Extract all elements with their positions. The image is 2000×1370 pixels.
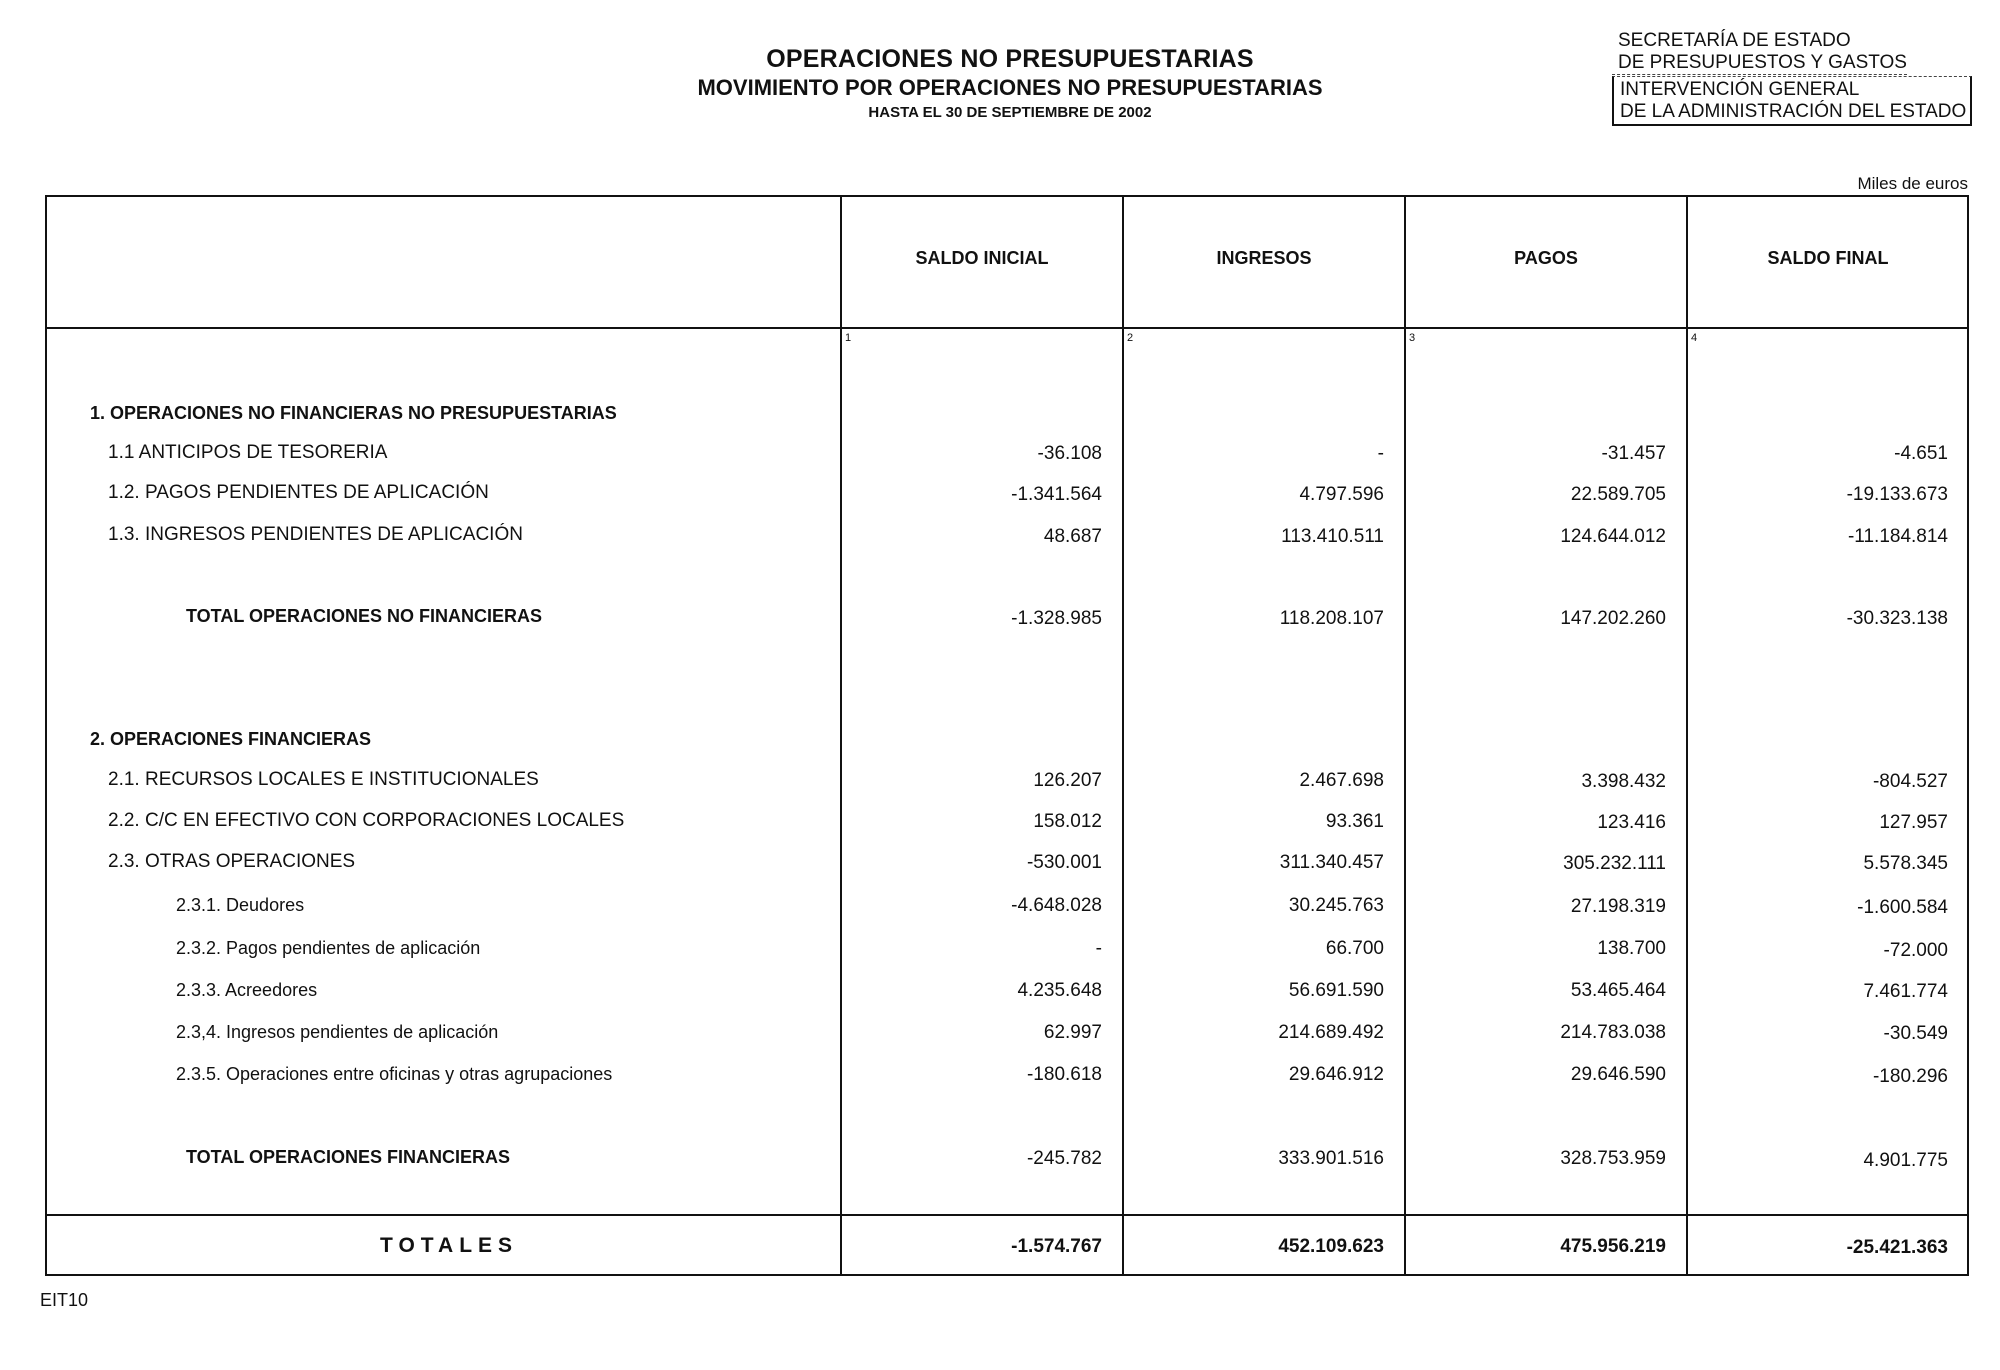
row-label: 1.3. INGRESOS PENDIENTES DE APLICACIÓN — [108, 524, 523, 545]
cell-ingresos: 113.410.511 — [1281, 526, 1384, 547]
cell-saldo-inicial: -245.782 — [1026, 1148, 1102, 1169]
agency-line-4: DE LA ADMINISTRACIÓN DEL ESTADO — [1620, 101, 1967, 122]
col-number: 4 — [1691, 332, 1698, 344]
report-subtitle: MOVIMIENTO POR OPERACIONES NO PRESUPUESTARIAS — [697, 75, 1323, 100]
cell-ingresos: - — [1377, 443, 1384, 464]
cell-ingresos: 29.646.912 — [1288, 1064, 1384, 1085]
cell-pagos: 29.646.590 — [1570, 1064, 1666, 1085]
cell-saldo-inicial: -1.328.985 — [1011, 608, 1102, 629]
total-saldo-final: -25.421.363 — [1846, 1237, 1948, 1258]
cell-ingresos: 214.689.492 — [1278, 1022, 1384, 1043]
cell-saldo-final: -180.296 — [1872, 1066, 1948, 1087]
column-divider — [1404, 195, 1406, 1276]
col-header-saldo-inicial: SALDO INICIAL — [915, 248, 1049, 268]
cell-ingresos: 118.208.107 — [1279, 608, 1384, 629]
row-label: 1.1 ANTICIPOS DE TESORERIA — [108, 442, 388, 463]
row-label: 2.1. RECURSOS LOCALES E INSTITUCIONALES — [108, 769, 539, 790]
cell-ingresos: 333.901.516 — [1278, 1148, 1384, 1169]
row-label: 2.3.1. Deudores — [176, 895, 305, 915]
agency-box — [1612, 76, 1972, 126]
col-header-saldo-final: SALDO FINAL — [1767, 248, 1889, 268]
cell-ingresos: 2.467.698 — [1299, 770, 1384, 791]
cell-pagos: 3.398.432 — [1581, 771, 1666, 792]
totals-divider — [45, 1214, 1969, 1216]
cell-saldo-final: 127.957 — [1879, 812, 1948, 833]
cell-saldo-final: 7.461.774 — [1863, 981, 1948, 1002]
agency-line-3: INTERVENCIÓN GENERAL — [1620, 79, 1860, 100]
totals-label: TOTALES — [380, 1234, 519, 1257]
row-label: 2.3.3. Acreedores — [176, 980, 318, 1000]
agency-block — [1612, 30, 1972, 126]
units-label: Miles de euros — [1857, 174, 1968, 193]
row-label: 2.3. OTRAS OPERACIONES — [108, 851, 356, 872]
row-label: 2.2. C/C EN EFECTIVO CON CORPORACIONES LOCALES — [108, 810, 625, 831]
cell-saldo-final: -11.184.814 — [1847, 526, 1948, 547]
row-label: 2.3.5. Operaciones entre oficinas y otras agrupaciones — [176, 1064, 613, 1084]
cell-pagos: 305.232.111 — [1563, 853, 1666, 874]
column-divider — [1122, 195, 1124, 1276]
cell-pagos: 27.198.319 — [1570, 896, 1666, 917]
cell-pagos: 328.753.959 — [1560, 1148, 1666, 1169]
cell-ingresos: 56.691.590 — [1288, 980, 1384, 1001]
cell-ingresos: 93.361 — [1325, 811, 1384, 832]
column-divider — [1686, 195, 1688, 1276]
cell-saldo-final: -72.000 — [1883, 940, 1948, 961]
report-title: OPERACIONES NO PRESUPUESTARIAS — [766, 45, 1254, 73]
agency-line-2: DE PRESUPUESTOS Y GASTOS — [1612, 52, 1907, 75]
report-title-block — [560, 44, 1460, 124]
col-number: 2 — [1127, 332, 1134, 344]
agency-line-1: SECRETARÍA DE ESTADO — [1618, 30, 1851, 51]
cell-saldo-final: -1.600.584 — [1857, 897, 1948, 918]
cell-saldo-inicial: 4.235.648 — [1017, 980, 1102, 1001]
cell-ingresos: 4.797.596 — [1299, 484, 1384, 505]
cell-pagos: 123.416 — [1597, 812, 1666, 833]
cell-saldo-final: 4.901.775 — [1863, 1150, 1948, 1171]
row-label: 1.2. PAGOS PENDIENTES DE APLICACIÓN — [108, 482, 489, 503]
cell-saldo-final: 5.578.345 — [1863, 853, 1948, 874]
col-header-pagos: PAGOS — [1514, 248, 1578, 268]
cell-saldo-inicial: 48.687 — [1043, 526, 1102, 547]
cell-saldo-final: -19.133.673 — [1846, 484, 1948, 505]
report-period: HASTA EL 30 DE SEPTIEMBRE DE 2002 — [868, 104, 1152, 121]
section-heading: 1. OPERACIONES NO FINANCIERAS NO PRESUPUESTARIAS — [90, 403, 617, 423]
col-number: 3 — [1409, 332, 1416, 344]
cell-saldo-inicial: 126.207 — [1033, 770, 1102, 791]
cell-pagos: 124.644.012 — [1560, 526, 1666, 547]
cell-saldo-final: -804.527 — [1872, 771, 1948, 792]
cell-saldo-inicial: 62.997 — [1043, 1022, 1102, 1043]
cell-pagos: 22.589.705 — [1570, 484, 1666, 505]
cell-saldo-inicial: 158.012 — [1033, 811, 1102, 832]
cell-pagos: 147.202.260 — [1560, 608, 1666, 629]
cell-saldo-final: -30.549 — [1883, 1023, 1948, 1044]
cell-saldo-inicial: - — [1095, 938, 1102, 959]
total-saldo-inicial: -1.574.767 — [1011, 1236, 1102, 1257]
cell-ingresos: 66.700 — [1325, 938, 1384, 959]
cell-pagos: 53.465.464 — [1570, 980, 1666, 1001]
section-heading: 2. OPERACIONES FINANCIERAS — [90, 729, 372, 749]
cell-saldo-inicial: -4.648.028 — [1011, 895, 1102, 916]
cell-saldo-inicial: -1.341.564 — [1011, 484, 1102, 505]
subtotal-label: TOTAL OPERACIONES NO FINANCIERAS — [186, 606, 543, 626]
cell-pagos: -31.457 — [1601, 443, 1666, 464]
cell-ingresos: 311.340.457 — [1279, 852, 1384, 873]
cell-saldo-inicial: -36.108 — [1037, 443, 1102, 464]
column-divider — [840, 195, 842, 1276]
subtotal-label: TOTAL OPERACIONES FINANCIERAS — [186, 1147, 511, 1167]
cell-pagos: 138.700 — [1597, 938, 1666, 959]
header-divider — [45, 327, 1969, 329]
document-code: EIT10 — [40, 1290, 89, 1310]
cell-saldo-inicial: -530.001 — [1026, 852, 1102, 873]
cell-pagos: 214.783.038 — [1560, 1022, 1666, 1043]
total-pagos: 475.956.219 — [1560, 1236, 1666, 1257]
row-label: 2.3,4. Ingresos pendientes de aplicación — [176, 1022, 499, 1042]
cell-saldo-final: -4.651 — [1894, 443, 1948, 464]
cell-saldo-inicial: -180.618 — [1026, 1064, 1102, 1085]
cell-saldo-final: -30.323.138 — [1846, 608, 1948, 629]
cell-ingresos: 30.245.763 — [1288, 895, 1384, 916]
row-label: 2.3.2. Pagos pendientes de aplicación — [176, 938, 481, 958]
col-header-ingresos: INGRESOS — [1216, 248, 1312, 268]
total-ingresos: 452.109.623 — [1278, 1236, 1384, 1257]
col-number: 1 — [845, 332, 852, 344]
